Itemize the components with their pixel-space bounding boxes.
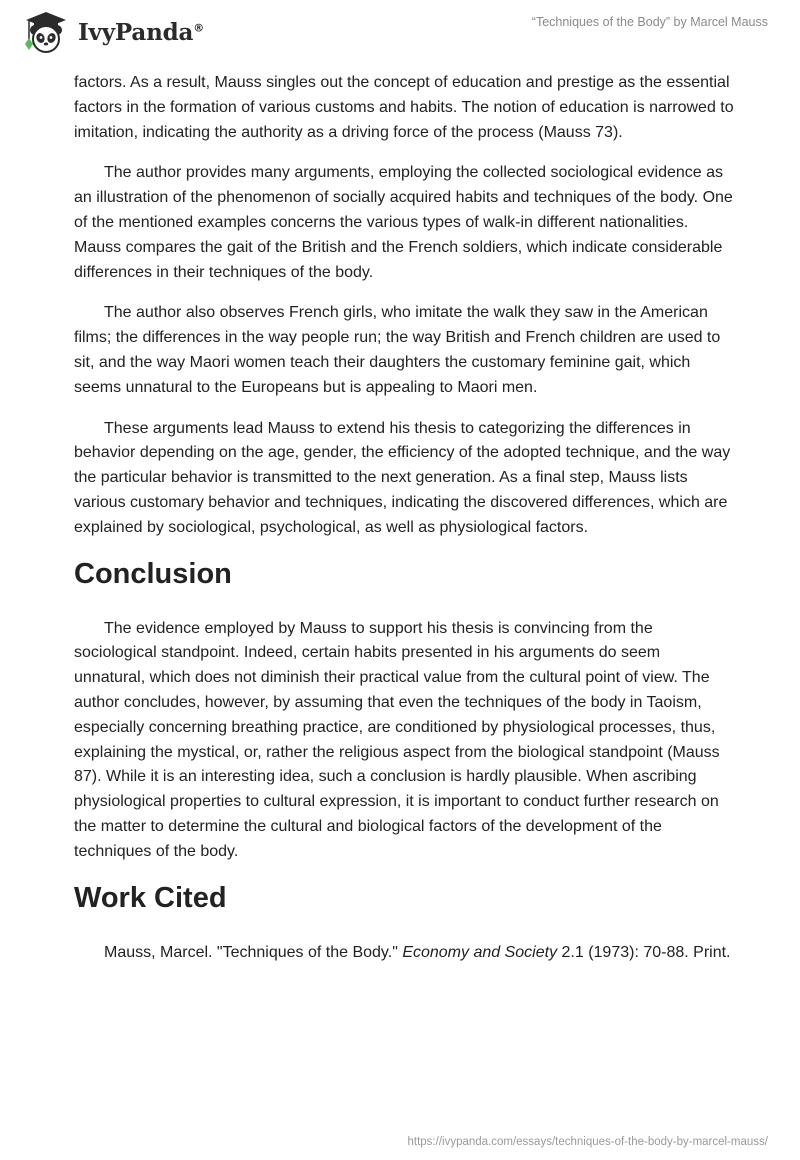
- conclusion-heading: Conclusion: [74, 557, 232, 590]
- citation-entry: [74, 941, 734, 966]
- running-title: “Techniques of the Body” by Marcel Mauss: [531, 15, 768, 29]
- essay-content: [74, 71, 734, 981]
- page-header: [0, 0, 800, 64]
- source-url[interactable]: https://ivypanda.com/essays/techniques-of-the-body-by-marcel-mauss/: [407, 1136, 768, 1148]
- conclusion-paragraph: The evidence employed by Mauss to support his thesis is convincing from the sociological standpoint. Indeed, certain habits presented in his arguments do seem unnatural, which does not diminish their practical value from the cultural point of view. The author concludes, however, by assuming that even the techniques of the body in Taoism, especially concerning breathing practice, are conditioned by physiological processes, thus, explaining the mystical, or, rather the religious aspect from the biological standpoint (Mauss 87). While it is an interesting idea, such a conclusion is hardly plausible. When ascribing physiological properties to cultural expression, it is important to conduct further research on the matter to determine the cultural and biological factors of the development of the techniques of the body.: [74, 619, 720, 860]
- citation-author-title: Mauss, Marcel. "Techniques of the Body.": [104, 943, 403, 961]
- paragraph-categorization: These arguments lead Mauss to extend his thesis to categorizing the differences in behavior depending on the age, gender, the efficiency of the adopted technique, and the way the particular behavior is transmitted to the next generation. As a final step, Mauss lists various customary behavior and techniques, indicating the discovered differences, which are explained by sociological, psychological, as well as physiological factors.: [74, 419, 731, 536]
- citation-details: 2.1 (1973): 70-88. Print.: [557, 943, 731, 961]
- paragraph-observations: The author also observes French girls, who imitate the walk they saw in the American films; the differences in the way people run; the way British and French children are used to sit, and the way Maori women teach their daughters the customary feminine gait, which seems unnatural to the Europeans but is appealing to Maori men.: [74, 304, 721, 396]
- panda-graduate-icon: [16, 8, 74, 56]
- ivypanda-logo[interactable]: [16, 8, 204, 56]
- works-cited-heading: Work Cited: [74, 881, 227, 914]
- paragraph-continued: factors. As a result, Mauss singles out the concept of education and prestige as the essential factors in the formation of various customs and habits. The notion of education is narrowed to imitation, indicating the authority as a driving force of the process (Mauss 73).: [74, 74, 734, 141]
- citation-journal: Economy and Society: [402, 943, 558, 961]
- logo-wordmark: IvyPanda®: [78, 18, 204, 46]
- paragraph-arguments: The author provides many arguments, employing the collected sociological evidence as an illustration of the phenomenon of socially acquired habits and techniques of the body. One of the mentioned examples concerns the various types of walk-in different nationalities. Mauss compares the gait of the British and the French soldiers, which indicate considerable differences in their techniques of the body.: [74, 164, 733, 281]
